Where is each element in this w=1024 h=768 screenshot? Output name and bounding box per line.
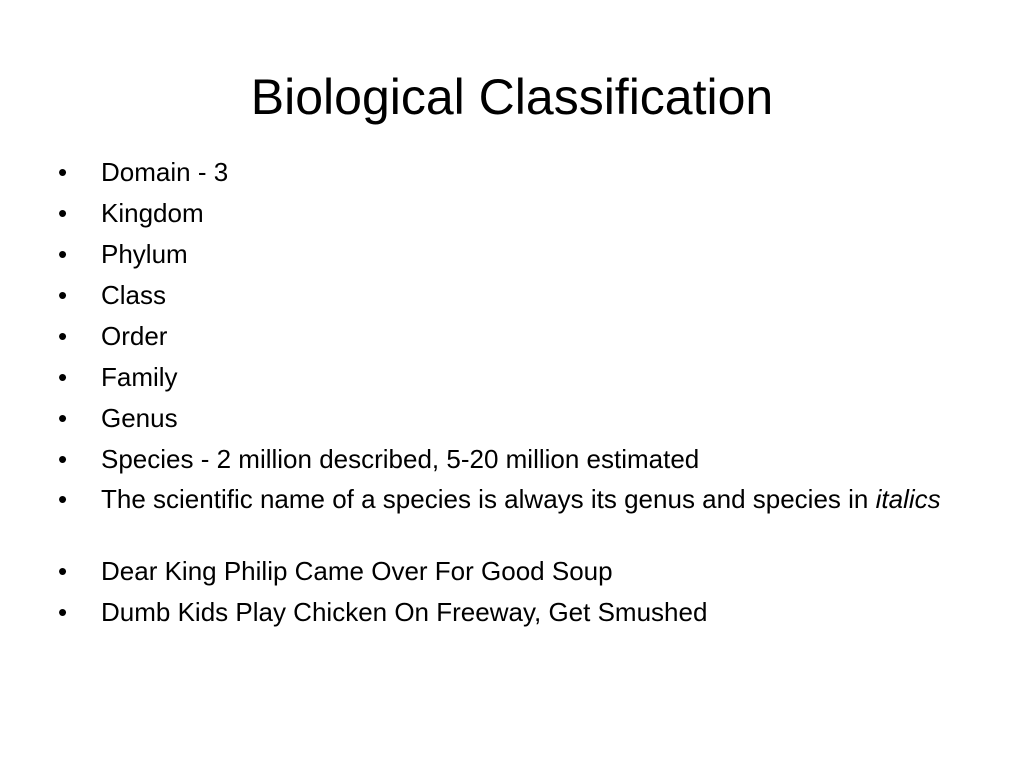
list-item [58,554,958,589]
list-item [58,442,958,477]
list-item-text-italic: italics [875,484,941,514]
list-item [58,595,958,630]
list-item-text: Domain - 3 [101,157,229,187]
list-item [58,401,958,436]
list-item-text: Kingdom [101,198,204,228]
list-item [58,360,958,395]
bullet-icon: • [58,157,68,187]
list-item [58,278,958,313]
bullet-icon: • [58,239,68,269]
bullet-icon: • [58,403,68,433]
bullet-icon: • [58,321,68,351]
slide-title: Biological Classification [250,69,774,125]
list-item-text: Class [101,280,167,310]
list-item-text: Phylum [101,239,188,269]
list-item-text: Dumb Kids Play Chicken On Freeway, Get Smushed [101,597,708,627]
list-item-text: Family [101,362,178,392]
list-item [58,483,958,515]
bullet-icon: • [58,484,68,514]
list-item-text: Genus [101,403,178,433]
bullet-icon: • [58,444,68,474]
list-item [58,196,958,231]
list-item-text [101,484,941,514]
list-item-text: Species - 2 million described, 5-20 million estimated [101,444,700,474]
list-item [58,319,958,354]
list-item [58,237,958,272]
bullet-icon: • [58,556,68,586]
list-item-text-plain: The scientific name of a species is always its genus and species in [101,484,876,514]
bullet-icon: • [58,198,68,228]
bullet-icon: • [58,362,68,392]
list-item-text: Dear King Philip Came Over For Good Soup [101,556,613,586]
bullet-icon: • [58,597,68,627]
bullet-list [58,155,958,636]
bullet-icon: • [58,280,68,310]
list-item [58,155,958,190]
list-item-text: Order [101,321,168,351]
